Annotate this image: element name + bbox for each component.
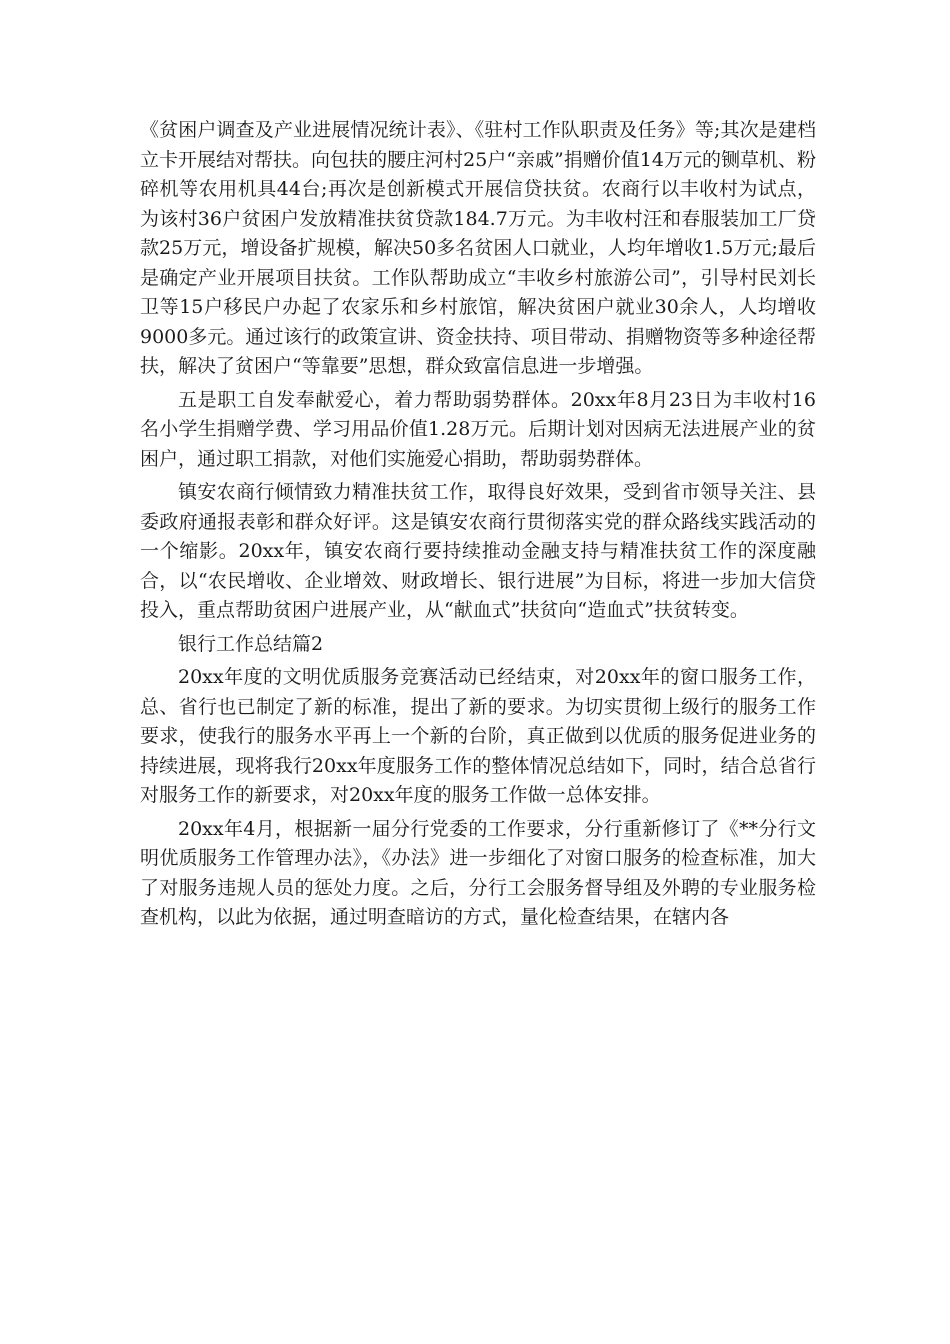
section-heading: 银行工作总结篇2 xyxy=(178,632,324,655)
paragraph-2: 五是职工自发奉献爱心，着力帮助弱势群体。20xx年8月23日为丰收村16名小学生捐赠学费、学习用品价值1.28万元。后期计划对因病无法进展产业的贫困户，通过职工捐款，对他们实施爱心捐助，帮助弱势群体。 xyxy=(140,388,816,470)
paragraph-3: 镇安农商行倾情致力精准扶贫工作，取得良好效果，受到省市领导关注、县委政府通报表彰和群众好评。这是镇安农商行贯彻落实党的群众路线实践活动的一个缩影。20xx年，镇安农商行要持续推动金融支持与精准扶贫工作的深度融合，以“农民增收、企业增效、财政增长、银行进展”为目标，将进一步加大信贷投入，重点帮助贫困户进展产业，从“献血式”扶贫向“造血式”扶贫转变。 xyxy=(140,481,816,621)
paragraph-4: 20xx年度的文明优质服务竞赛活动已经结束，对20xx年的窗口服务工作，总、省行也已制定了新的标准，提出了新的要求。为切实贯彻上级行的服务工作要求，使我行的服务水平再上一个新的台阶，真正做到以优质的服务促进业务的持续进展，现将我行20xx年度服务工作的整体情况总结如下，同时，结合总省行对服务工作的新要求，对20xx年度的服务工作做一总体安排。 xyxy=(140,666,816,806)
paragraph-1: 《贫困户调查及产业进展情况统计表》、《驻村工作队职责及任务》等;其次是建档立卡开展结对帮扶。向包扶的腰庄河村25户“亲戚”捐赠价值14万元的铡草机、粉碎机等农用机具44台;再次是创新模式开展信贷扶贫。农商行以丰收村为试点，为该村36户贫困户发放精准扶贫贷款184.7万元。为丰收村汪和春服装加工厂贷款25万元，增设备扩规模，解决50多名贫困人口就业，人均年增收1.5万元;最后是确定产业开展项目扶贫。工作队帮助成立“丰收乡村旅游公司”，引导村民刘长卫等15户移民户办起了农家乐和乡村旅馆，解决贫困户就业30余人，人均增收9000多元。通过该行的政策宣讲、资金扶持、项目带动、捐赠物资等多种途径帮扶，解决了贫困户“等靠要”思想，群众致富信息进一步增强。 xyxy=(140,119,816,377)
document-page xyxy=(140,116,816,937)
paragraph-5: 20xx年4月，根据新一届分行党委的工作要求，分行重新修订了《**分行文明优质服务工作管理办法》，《办法》进一步细化了对窗口服务的检查标准，加大了对服务违规人员的惩处力度。之后，分行工会服务督导组及外聘的专业服务检查机构，以此为依据，通过明查暗访的方式，量化检查结果，在辖内各 xyxy=(140,817,816,928)
